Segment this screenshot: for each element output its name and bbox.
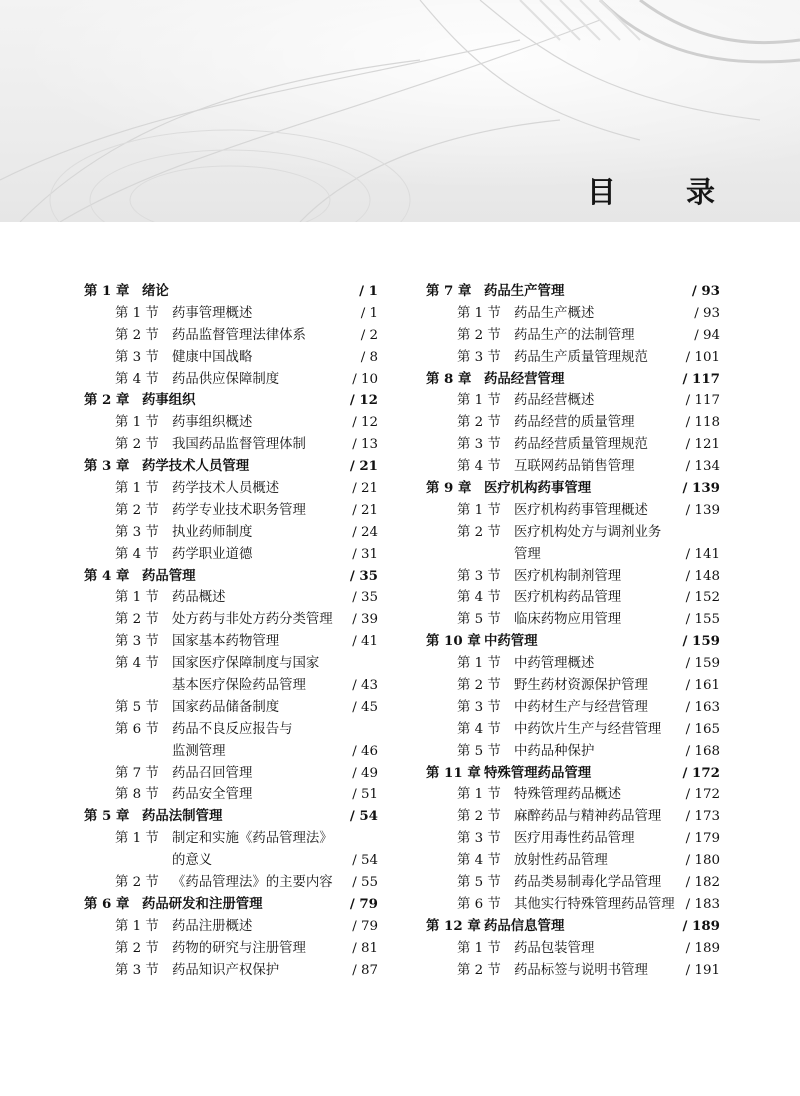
toc-entry-page: / 189 [682,917,720,934]
toc-entry-title: 药品包装管理 [514,940,595,956]
toc-entry-title: 药品类易制毒化学品管理 [514,875,662,891]
toc-section-entry[interactable] [84,719,378,741]
toc-entry-number: 第 3 节 [115,634,159,650]
toc-entry-title: 药品标签与说明书管理 [514,962,648,978]
toc-entry-number: 第 2 节 [115,612,159,628]
toc-section-entry[interactable] [426,894,720,916]
toc-section-entry[interactable] [426,303,720,325]
toc-section-entry[interactable] [84,784,378,806]
toc-section-entry[interactable] [426,960,720,982]
toc-entry-page: / 168 [685,743,720,759]
toc-chapter-entry[interactable] [84,281,378,303]
toc-entry-number: 第 1 章 [84,283,130,299]
toc-entry-number: 第 2 节 [115,327,159,343]
toc-entry-title: 国家药品储备制度 [172,699,280,715]
toc-entry-number: 第 3 节 [457,568,501,584]
toc-entry-title: 药物的研究与注册管理 [172,940,306,956]
toc-entry-number: 第 1 节 [115,305,159,321]
toc-entry-title: 药品生产的法制管理 [514,327,635,343]
toc-entry-page: / 12 [352,415,378,431]
toc-entry-title: 药品不良反应报告与 [172,721,293,737]
toc-chapter-entry[interactable] [426,369,720,391]
toc-entry-page: / 93 [694,305,720,321]
toc-entry-title: 中药管理 [484,633,538,650]
toc-entry-number: 第 7 章 [426,283,472,299]
toc-entry-page: / 79 [352,918,378,934]
toc-entry-page: / 51 [352,787,378,803]
toc-entry-title: 药事组织 [142,392,196,409]
toc-section-entry[interactable] [426,653,720,675]
toc-entry-page: / 118 [685,415,720,431]
toc-entry-title: 其他实行特殊管理药品管理 [514,896,675,912]
toc-section-entry[interactable] [426,850,720,872]
toc-entry-page: / 10 [352,371,378,387]
toc-entry-number: 第 3 节 [457,349,501,365]
toc-entry-page: / 159 [685,656,720,672]
toc-entry-number: 第 3 节 [115,524,159,540]
toc-entry-title: 药品经营概述 [514,393,595,409]
toc-section-entry[interactable] [426,697,720,719]
toc-section-entry[interactable] [426,938,720,960]
toc-entry-title: 麻醉药品与精神药品管理 [514,809,662,825]
toc-entry-number: 第 12 章 [426,917,481,934]
toc-entry-title: 药品经营质量管理规范 [514,437,648,453]
toc-entry-page: / 21 [349,458,378,475]
toc-section-entry[interactable] [426,566,720,588]
toc-entry-title: 药品知识产权保护 [172,962,280,978]
toc-entry-title: 监测管理 [172,743,226,759]
toc-entry-page: / 8 [360,349,378,365]
toc-section-entry[interactable] [84,828,378,850]
toc-entry-title: 医疗机构药事管理概述 [514,502,648,518]
toc-entry-title: 药品生产概述 [514,305,595,321]
toc-entry-page: / 134 [685,459,720,475]
toc-entry-page: / 1 [360,305,378,321]
toc-section-entry[interactable] [84,347,378,369]
toc-entry-number: 第 6 节 [115,721,159,737]
toc-entry-number: 第 5 章 [84,808,130,825]
toc-section-entry[interactable] [426,872,720,894]
toc-entry-page: / 41 [352,634,378,650]
toc-entry-number: 第 8 节 [115,787,159,803]
toc-section-entry[interactable] [84,675,378,697]
toc-entry-page: / 101 [685,349,720,365]
toc-chapter-entry[interactable] [426,763,720,785]
toc-section-entry[interactable] [84,522,378,544]
toc-entry-title: 医疗用毒性药品管理 [514,831,635,847]
toc-entry-page: / 13 [352,437,378,453]
toc-entry-page: / 172 [685,787,720,803]
toc-entry-title: 药品召回管理 [172,765,253,781]
toc-entry-title: 药品监督管理法律体系 [172,327,306,343]
toc-entry-number: 第 4 节 [457,853,501,869]
toc-entry-page: / 189 [685,940,720,956]
toc-entry-title: 中药管理概述 [514,656,595,672]
toc-entry-title: 管理 [514,546,541,562]
toc-entry-page: / 148 [685,568,720,584]
toc-entry-page: / 24 [352,524,378,540]
toc-section-entry[interactable] [426,325,720,347]
toc-entry-title: 基本医疗保险药品管理 [172,678,306,694]
toc-entry-title: 药品安全管理 [172,787,253,803]
toc-entry-page: / 54 [352,853,378,869]
toc-entry-title: 药事组织概述 [172,415,253,431]
toc-entry-page: / 79 [349,895,378,912]
toc-entry-title: 药品生产管理 [484,283,565,299]
toc-entry-title: 健康中国战略 [172,349,253,365]
toc-entry-page: / 141 [685,546,720,562]
toc-entry-page: / 182 [685,875,720,891]
toc-entry-title: 执业药师制度 [172,524,253,540]
toc-entry-page: / 1 [359,283,378,299]
toc-entry-page: / 46 [352,743,378,759]
toc-section-entry[interactable] [84,741,378,763]
toc-entry-page: / 179 [685,831,720,847]
toc-entry-title: 药学专业技术职务管理 [172,502,306,518]
toc-entry-page: / 31 [352,546,378,562]
toc-entry-page: / 81 [352,940,378,956]
toc-chapter-entry[interactable] [84,894,378,916]
toc-entry-page: / 183 [685,896,720,912]
toc-section-entry[interactable] [426,741,720,763]
toc-entry-number: 第 4 节 [457,459,501,475]
toc-entry-number: 第 2 节 [457,678,501,694]
toc-entry-title: 医疗机构处方与调剂业务 [514,524,662,540]
toc-entry-title: 药品概述 [172,590,226,606]
toc-chapter-entry[interactable] [426,916,720,938]
toc-entry-page: / 139 [685,502,720,518]
toc-entry-page: / 45 [352,699,378,715]
toc-entry-page: / 155 [685,612,720,628]
toc-entry-number: 第 1 节 [115,590,159,606]
toc-entry-page: / 35 [349,567,378,584]
toc-section-entry[interactable] [426,456,720,478]
toc-section-entry[interactable] [84,850,378,872]
toc-entry-number: 第 8 章 [426,370,472,387]
toc-entry-title: 药品法制管理 [142,808,223,825]
toc-section-entry[interactable] [84,631,378,653]
toc-chapter-entry[interactable] [84,456,378,478]
toc-section-entry[interactable] [426,434,720,456]
toc-entry-number: 第 1 节 [457,787,501,803]
toc-entry-number: 第 1 节 [115,415,159,431]
toc-section-entry[interactable] [426,544,720,566]
toc-entry-number: 第 2 节 [457,327,501,343]
toc-section-entry[interactable] [426,719,720,741]
page-title: 目 录 [586,175,745,209]
toc-entry-number: 第 2 节 [115,502,159,518]
toc-section-entry[interactable] [426,784,720,806]
toc-entry-title: 中药材生产与经营管理 [514,699,648,715]
toc-entry-page: / 54 [349,808,378,825]
toc-entry-title: 野生药材资源保护管理 [514,678,648,694]
toc-entry-page: / 94 [694,327,720,343]
toc-entry-title: 药品注册概述 [172,918,253,934]
toc-entry-number: 第 5 节 [457,875,501,891]
toc-entry-number: 第 3 章 [84,458,130,475]
toc-entry-number: 第 3 节 [457,699,501,715]
toc-entry-number: 第 5 节 [457,612,501,628]
toc-section-entry[interactable] [426,412,720,434]
toc-entry-title: 药学技术人员概述 [172,481,280,497]
toc-chapter-entry[interactable] [84,566,378,588]
toc-section-entry[interactable] [84,960,378,982]
toc-entry-number: 第 2 章 [84,392,130,409]
toc-entry-title: 药品生产质量管理规范 [514,349,648,365]
toc-entry-number: 第 4 节 [457,721,501,737]
toc-entry-number: 第 1 节 [457,305,501,321]
toc-section-entry[interactable] [84,303,378,325]
toc-section-entry[interactable] [84,325,378,347]
toc-entry-number: 第 4 章 [84,567,130,584]
toc-section-entry[interactable] [426,500,720,522]
toc-entry-number: 第 2 节 [115,437,159,453]
toc-column-left [84,281,378,982]
toc-entry-page: / 159 [682,633,720,650]
toc-entry-number: 第 3 节 [115,349,159,365]
toc-entry-number: 第 4 节 [115,546,159,562]
toc-entry-title: 药学技术人员管理 [142,458,250,475]
toc-entry-page: / 173 [685,809,720,825]
toc-entry-page: / 21 [352,481,378,497]
toc-entry-number: 第 1 节 [115,918,159,934]
toc-entry-page: / 152 [685,590,720,606]
toc-section-entry[interactable] [84,916,378,938]
toc-section-entry[interactable] [84,697,378,719]
toc-entry-title: 药事管理概述 [172,305,253,321]
toc-entry-page: / 39 [352,612,378,628]
toc-entry-number: 第 7 节 [115,765,159,781]
toc-entry-number: 第 3 节 [457,437,501,453]
toc-entry-title: 药品信息管理 [484,917,565,934]
toc-entry-page: / 117 [682,370,720,387]
toc-section-entry[interactable] [84,500,378,522]
toc-entry-title: 药学职业道德 [172,546,253,562]
toc-entry-number: 第 5 节 [115,699,159,715]
toc-entry-page: / 139 [682,480,720,497]
toc-entry-number: 第 11 章 [426,764,481,781]
toc-entry-page: / 93 [691,283,720,299]
toc-section-entry[interactable] [84,763,378,785]
toc-entry-title: 医疗机构制剂管理 [514,568,622,584]
toc-entry-number: 第 6 章 [84,895,130,912]
toc-entry-title: 药品经营管理 [484,370,565,387]
toc-entry-title: 医疗机构药事管理 [484,480,592,497]
toc-chapter-entry[interactable] [426,281,720,303]
toc-section-entry[interactable] [426,609,720,631]
toc-entry-number: 第 4 节 [457,590,501,606]
toc-entry-number: 第 2 节 [457,962,501,978]
toc-section-entry[interactable] [84,434,378,456]
toc-section-entry[interactable] [84,609,378,631]
toc-entry-number: 第 3 节 [457,831,501,847]
toc-section-entry[interactable] [84,478,378,500]
toc-entry-title: 药品研发和注册管理 [142,895,263,912]
toc-section-entry[interactable] [84,938,378,960]
toc-entry-title: 国家基本药物管理 [172,634,280,650]
toc-entry-title: 《药品管理法》的主要内容 [172,875,333,891]
toc-section-entry[interactable] [84,653,378,675]
toc-entry-title: 处方药与非处方药分类管理 [172,612,333,628]
toc-entry-title: 药品管理 [142,567,196,584]
toc-entry-title: 药品经营的质量管理 [514,415,635,431]
toc-entry-number: 第 2 节 [457,809,501,825]
toc-section-entry[interactable] [84,369,378,391]
toc-chapter-entry[interactable] [426,478,720,500]
toc-section-entry[interactable] [426,347,720,369]
toc-section-entry[interactable] [426,390,720,412]
toc-section-entry[interactable] [426,675,720,697]
toc-entry-title: 绪论 [142,283,169,299]
toc-entry-number: 第 1 节 [115,831,159,847]
toc-entry-page: / 55 [352,875,378,891]
toc-section-entry[interactable] [426,806,720,828]
toc-entry-page: / 172 [682,764,720,781]
toc-chapter-entry[interactable] [426,631,720,653]
toc-entry-page: / 180 [685,853,720,869]
toc-entry-title: 中药品种保护 [514,743,595,759]
toc-entry-page: / 121 [685,437,720,453]
toc-entry-page: / 165 [685,721,720,737]
header-banner [0,0,800,222]
toc-entry-title: 制定和实施《药品管理法》 [172,831,333,847]
toc-entry-title: 互联网药品销售管理 [514,459,635,475]
toc-entry-number: 第 4 节 [115,371,159,387]
toc-entry-title: 临床药物应用管理 [514,612,622,628]
toc-entry-number: 第 10 章 [426,633,481,650]
toc-section-entry[interactable] [84,544,378,566]
toc-entry-title: 国家医疗保障制度与国家 [172,656,320,672]
toc-entry-page: / 117 [685,393,720,409]
toc-entry-page: / 35 [352,590,378,606]
toc-column-right [426,281,720,982]
toc-entry-number: 第 1 节 [115,481,159,497]
toc-entry-number: 第 4 节 [115,656,159,672]
toc-entry-page: / 49 [352,765,378,781]
toc-entry-title: 的意义 [172,853,213,869]
toc-entry-page: / 161 [685,678,720,694]
toc-entry-page: / 87 [352,962,378,978]
toc-entry-number: 第 1 节 [457,502,501,518]
toc-section-entry[interactable] [426,522,720,544]
toc-entry-number: 第 2 节 [457,524,501,540]
toc-section-entry[interactable] [84,587,378,609]
toc-section-entry[interactable] [84,412,378,434]
toc-chapter-entry[interactable] [84,390,378,412]
toc-entry-number: 第 1 节 [457,393,501,409]
toc-entry-page: / 163 [685,699,720,715]
toc-chapter-entry[interactable] [84,806,378,828]
toc-entry-page: / 12 [349,392,378,409]
toc-entry-number: 第 2 节 [457,415,501,431]
toc-entry-page: / 43 [352,678,378,694]
toc-entry-number: 第 6 节 [457,896,501,912]
toc-entry-title: 医疗机构药品管理 [514,590,622,606]
toc-entry-title: 我国药品监督管理体制 [172,437,306,453]
toc-entry-number: 第 1 节 [457,656,501,672]
toc-section-entry[interactable] [84,872,378,894]
toc-entry-title: 药品供应保障制度 [172,371,280,387]
toc-entry-page: / 191 [685,962,720,978]
toc-entry-number: 第 2 节 [115,940,159,956]
toc-entry-title: 特殊管理药品管理 [484,764,592,781]
toc-section-entry[interactable] [426,828,720,850]
toc-entry-page: / 2 [360,327,378,343]
toc-entry-title: 中药饮片生产与经营管理 [514,721,662,737]
toc-entry-number: 第 5 节 [457,743,501,759]
toc-entry-title: 放射性药品管理 [514,853,608,869]
toc-entry-number: 第 1 节 [457,940,501,956]
toc-entry-number: 第 2 节 [115,875,159,891]
toc-entry-number: 第 9 章 [426,480,472,497]
toc-entry-title: 特殊管理药品概述 [514,787,622,803]
toc-entry-page: / 21 [352,502,378,518]
toc-entry-number: 第 3 节 [115,962,159,978]
toc-section-entry[interactable] [426,587,720,609]
